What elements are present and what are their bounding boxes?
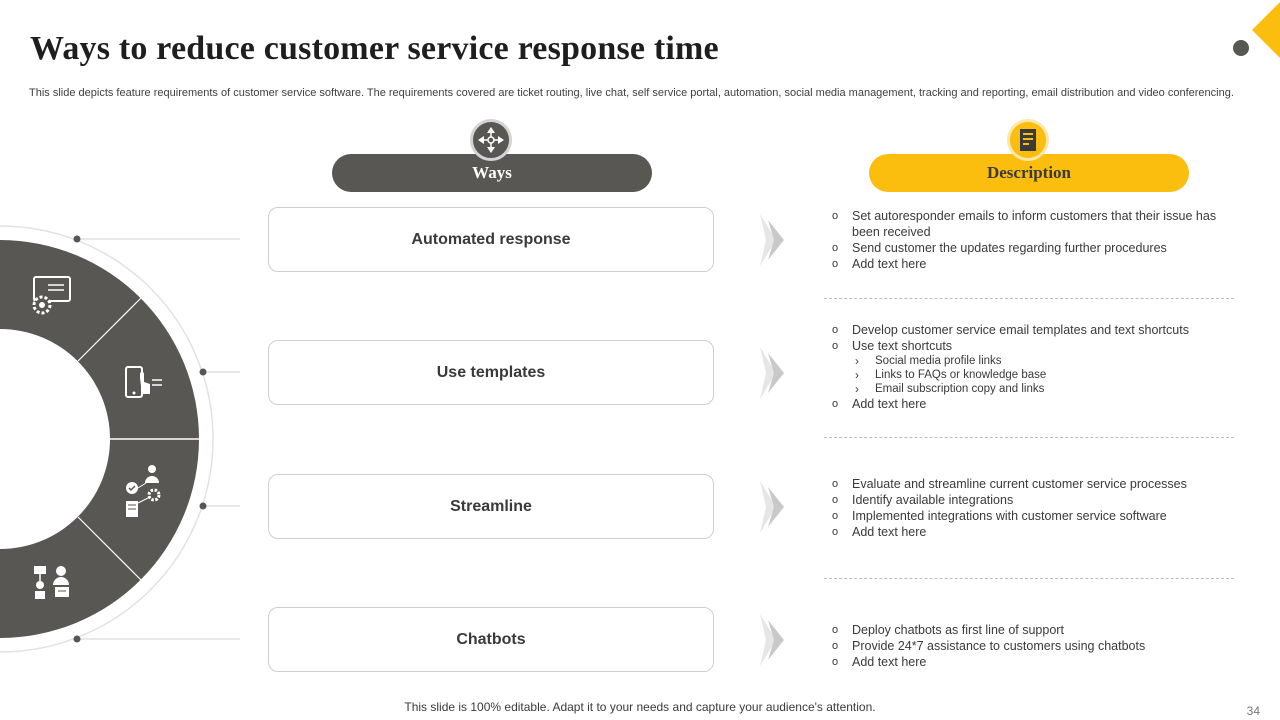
description-automated-response [832,208,1242,272]
slide-subtitle: This slide depicts feature requirements of customer service software. The requirements covered are ticket routing, live chat, self service portal, automation, social media management, tracking and reporting, email distribution and video conferencing. [29,87,1234,99]
workflow-person-icon [122,463,168,519]
description-item: o Use text shortcuts [832,338,1242,354]
description-item: o Implemented integrations with customer service software [832,508,1242,524]
way-box-automated-response [268,207,714,272]
description-item: o Develop customer service email templates and text shortcuts [832,322,1242,338]
divider [824,437,1234,438]
description-item: o Provide 24*7 assistance to customers using chatbots [832,638,1242,654]
page-number: 34 [1246,704,1260,718]
way-label: Automated response [411,230,571,248]
chevron-right-icon [760,614,788,666]
org-people-icon [30,563,74,601]
description-item: o Add text here [832,256,1242,272]
description-item: o Set autoresponder emails to inform customers that their issue has been received [832,208,1242,240]
description-chatbots [832,622,1242,670]
ways-header: Ways [332,154,652,192]
way-box-streamline [268,474,714,539]
way-label: Chatbots [456,630,526,648]
description-use-templates [832,322,1242,412]
description-streamline [832,476,1242,540]
description-subitem: › Links to FAQs or knowledge base [832,368,1242,382]
chevron-right-icon [760,347,788,399]
description-item: o Evaluate and streamline current customer service processes [832,476,1242,492]
mobile-touch-icon [122,364,166,404]
monitor-gear-icon [28,275,74,319]
way-box-chatbots [268,607,714,672]
description-item: o Identify available integrations [832,492,1242,508]
divider [824,298,1234,299]
description-item: o Deploy chatbots as first line of support [832,622,1242,638]
way-box-use-templates [268,340,714,405]
way-label: Streamline [450,497,532,515]
way-label: Use templates [436,363,546,381]
segment-wheel [0,0,240,720]
description-item: o Add text here [832,654,1242,670]
description-header: Description [869,154,1189,192]
slide-footer [0,700,1280,714]
description-subitem: › Email subscription copy and links [832,382,1242,396]
description-item: o Add text here [832,524,1242,540]
slide-title: Ways to reduce customer service response time [30,30,719,67]
divider [824,578,1234,579]
description-subitem: › Social media profile links [832,354,1242,368]
description-item: o Add text here [832,396,1242,412]
footer-text: This slide is 100% editable. Adapt it to your needs and capture your audience's attention. [404,700,876,714]
description-item: o Send customer the updates regarding further procedures [832,240,1242,256]
corner-decoration [1220,0,1280,70]
document-icon [1007,119,1049,161]
chevron-right-icon [760,481,788,533]
arrows-move-icon [470,119,512,161]
chevron-right-icon [760,214,788,266]
